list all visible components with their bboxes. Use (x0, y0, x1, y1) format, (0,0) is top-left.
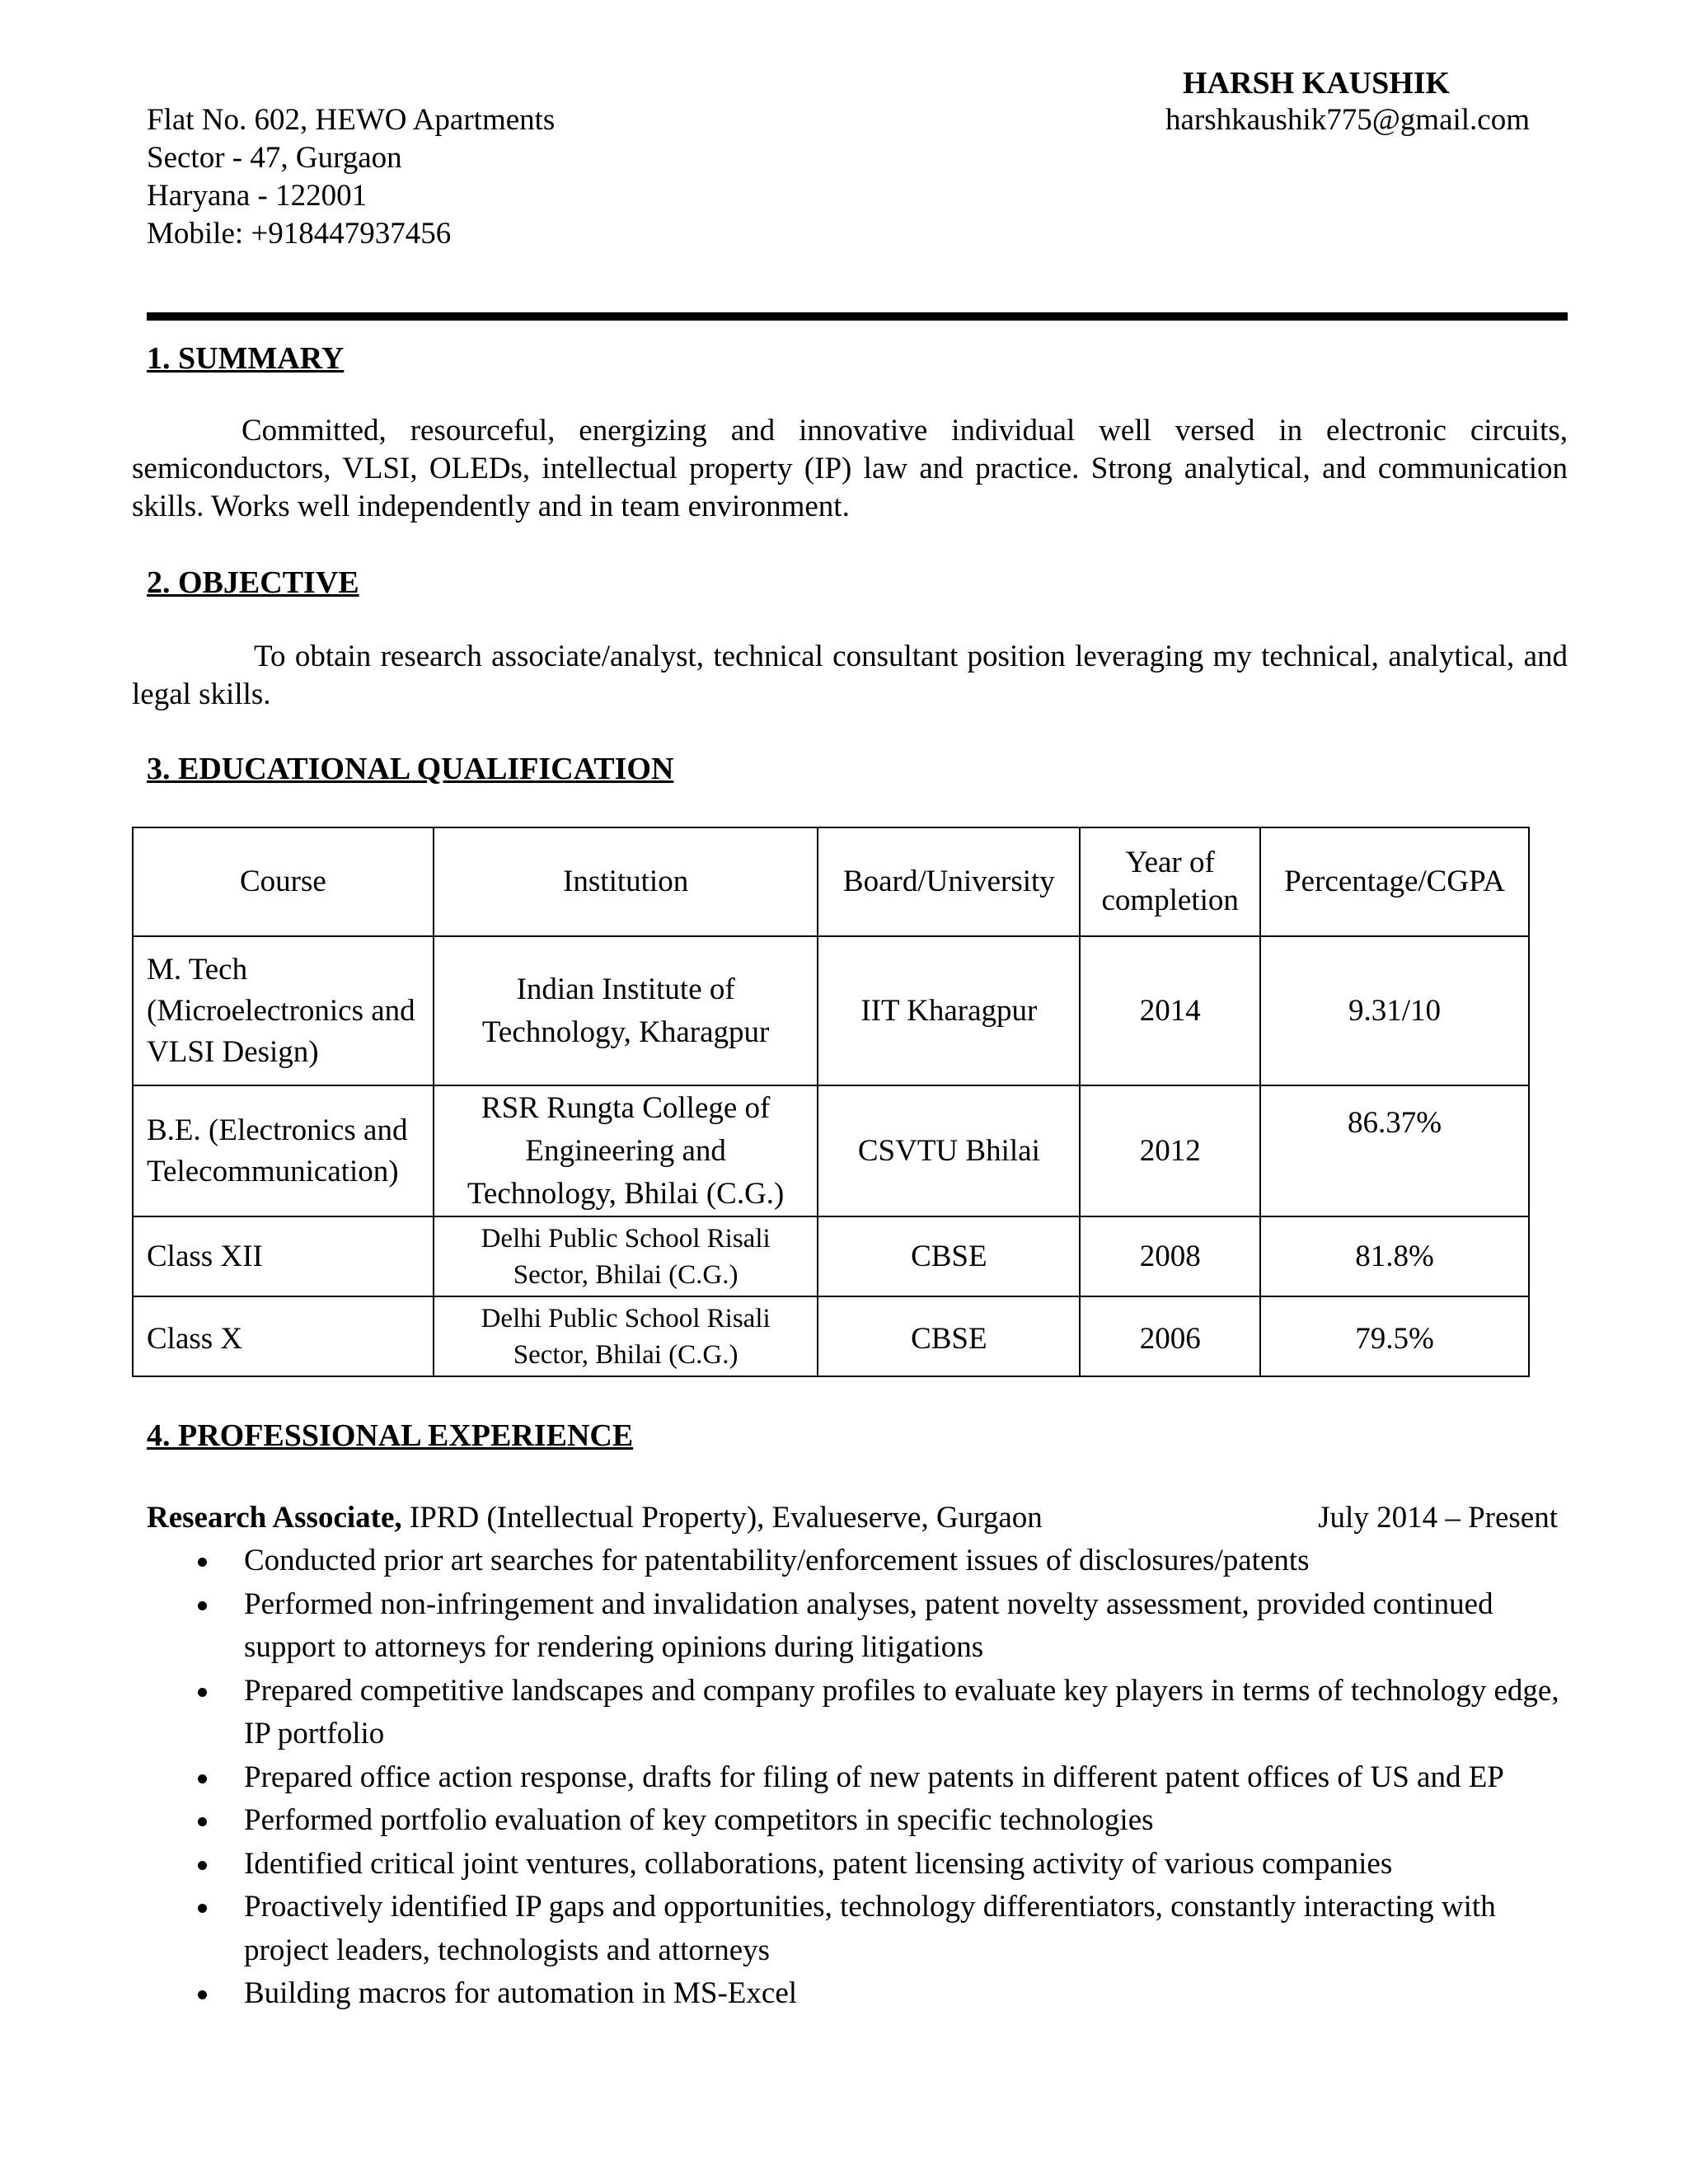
email-address: harshkaushik775@gmail.com (1165, 103, 1530, 137)
summary-text: Committed, resourceful, energizing and innovative individual well versed in electronic circuits, semiconductors, VLSI, OLEDs, intellectual property (IP) law and practice. Strong analytical, and communication skills. Works well independently and in team environment. (132, 414, 1568, 523)
list-item-text: Building macros for automation in MS-Excel (244, 1976, 798, 2010)
board-cell: CBSE (818, 1296, 1080, 1376)
list-item (147, 1670, 1568, 1756)
bullet-icon (198, 1861, 207, 1870)
board-cell: CSVTU Bhilai (818, 1085, 1080, 1216)
column-header: Course (133, 827, 434, 936)
list-item (147, 1843, 1568, 1886)
section-heading-education (147, 750, 673, 788)
table-row (133, 1085, 1529, 1216)
score-cell: 9.31/10 (1260, 936, 1529, 1085)
table-row (133, 936, 1529, 1085)
section-title: EDUCATIONAL QUALIFICATION (178, 752, 674, 786)
section-number: 3. (147, 752, 171, 786)
list-item (147, 1972, 1568, 2016)
year-cell: 2008 (1080, 1216, 1260, 1296)
section-heading-experience (147, 1417, 633, 1455)
summary-paragraph (132, 412, 1568, 526)
board-cell: IIT Kharagpur (818, 936, 1080, 1085)
year-cell: 2006 (1080, 1296, 1260, 1376)
education-table (132, 827, 1530, 1377)
bullet-icon (198, 1558, 207, 1567)
institution-cell: Delhi Public School Risali Sector, Bhilai (C.G.) (434, 1296, 818, 1376)
list-item-text: Prepared competitive landscapes and company profiles to evaluate key players in terms of technology edge, IP portfolio (244, 1673, 1559, 1750)
year-cell: 2012 (1080, 1085, 1260, 1216)
table-row (133, 1296, 1529, 1376)
course-cell: Class X (133, 1296, 434, 1376)
table-header-row (133, 827, 1529, 936)
list-item (147, 1583, 1568, 1670)
list-item (147, 1540, 1568, 1583)
job-dates: July 2014 – Present (1318, 1501, 1558, 1535)
score-cell: 86.37% (1260, 1085, 1529, 1216)
institution-cell: Delhi Public School Risali Sector, Bhilai (C.G.) (434, 1216, 818, 1296)
section-heading-summary (147, 340, 344, 377)
list-item-text: Identified critical joint ventures, collaborations, patent licensing activity of various companies (244, 1846, 1393, 1881)
section-title: PROFESSIONAL EXPERIENCE (178, 1418, 634, 1453)
list-item (147, 1799, 1568, 1843)
bullet-icon (198, 1817, 207, 1826)
address-line: Flat No. 602, HEWO Apartments (147, 103, 556, 137)
objective-text: To obtain research associate/analyst, technical consultant position leveraging my technical, analytical, and legal skills. (132, 640, 1568, 711)
score-cell: 81.8% (1260, 1216, 1529, 1296)
course-cell: Class XII (133, 1216, 434, 1296)
postal-address (147, 101, 555, 253)
course-cell: M. Tech (Microelectronics and VLSI Design) (133, 936, 434, 1085)
section-number: 4. (147, 1418, 171, 1453)
job-title: Research Associate, (147, 1501, 402, 1535)
section-number: 1. (147, 341, 171, 376)
course-cell: B.E. (Electronics and Telecommunication) (133, 1085, 434, 1216)
column-header: Percentage/CGPA (1260, 827, 1529, 936)
bullet-icon (198, 1990, 207, 1999)
list-item-text: Performed non-infringement and invalidation analyses, patent novelty assessment, provided continued support to attorneys for rendering opinions during litigations (244, 1586, 1493, 1664)
section-number: 2. (147, 565, 171, 600)
address-line: Sector - 47, Gurgaon (147, 141, 402, 175)
list-item-text: Proactively identified IP gaps and opportunities, technology differentiators, constantly interacting with project leaders, technologists and attorneys (244, 1890, 1496, 1967)
candidate-name: HARSH KAUSHIK (1183, 66, 1451, 101)
list-item-text: Prepared office action response, drafts for filing of new patents in different patent offices of US and EP (244, 1760, 1504, 1794)
institution-cell: Indian Institute of Technology, Kharagpur (434, 936, 818, 1085)
job-organization: IPRD (Intellectual Property), Evalueserve, Gurgaon (401, 1501, 1043, 1535)
institution-cell: RSR Rungta College of Engineering and Technology, Bhilai (C.G.) (434, 1085, 818, 1216)
job-entry (147, 1499, 1558, 1537)
year-cell: 2014 (1080, 936, 1260, 1085)
section-title: OBJECTIVE (178, 565, 359, 600)
section-title: SUMMARY (178, 341, 345, 376)
list-item (147, 1756, 1568, 1800)
list-item (147, 1886, 1568, 1972)
header-divider (147, 312, 1568, 321)
section-heading-objective (147, 564, 359, 602)
bullet-icon (198, 1601, 207, 1610)
bullet-icon (198, 1904, 207, 1913)
objective-paragraph (132, 638, 1568, 714)
address-line: Haryana - 122001 (147, 179, 368, 213)
score-cell: 79.5% (1260, 1296, 1529, 1376)
column-header: Year of completion (1080, 827, 1260, 936)
mobile-number: Mobile: +918447937456 (147, 217, 452, 251)
bullet-icon (198, 1774, 207, 1783)
bullet-icon (198, 1688, 207, 1697)
column-header: Institution (434, 827, 818, 936)
list-item-text: Performed portfolio evaluation of key competitors in specific technologies (244, 1803, 1154, 1837)
list-item-text: Conducted prior art searches for patentability/enforcement issues of disclosures/patents (244, 1544, 1310, 1577)
column-header: Board/University (818, 827, 1080, 936)
board-cell: CBSE (818, 1216, 1080, 1296)
responsibilities-list (147, 1540, 1568, 2016)
table-row (133, 1216, 1529, 1296)
